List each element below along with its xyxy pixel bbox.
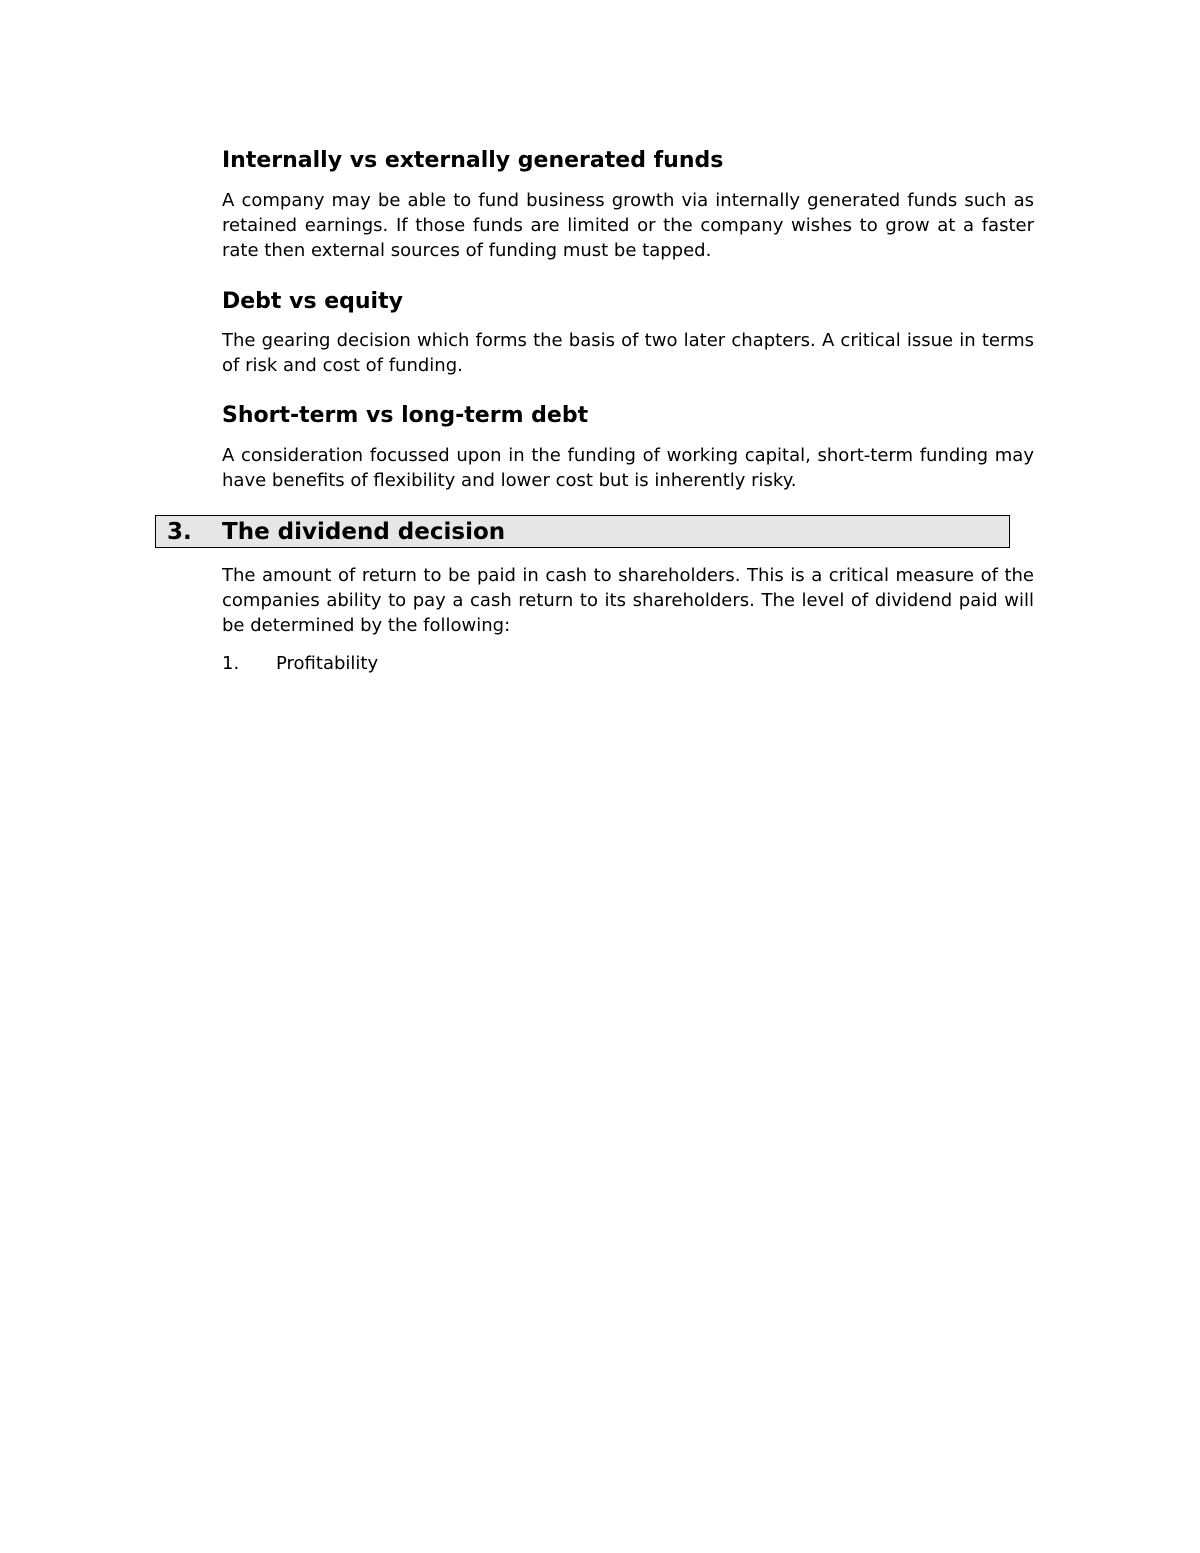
section-heading-box	[155, 515, 1010, 548]
subheading-short-long-term-debt: Short-term vs long-term debt	[222, 403, 589, 428]
paragraph-dividend-decision: The amount of return to be paid in cash to shareholders. This is a critical measure of the companies ability to pay a cash return to its shareholders. The level of dividend paid will be determined by the following:	[222, 565, 1034, 636]
list-item	[222, 651, 378, 676]
list-item-number: 1.	[222, 653, 240, 674]
paragraph-internal-external-funds: A company may be able to fund business growth via internally generated funds such as retained earnings. If those funds are limited or the company wishes to grow at a faster rate then external sources of funding must be tapped.	[222, 190, 1034, 261]
paragraph-debt-vs-equity: The gearing decision which forms the basis of two later chapters. A critical issue in terms of risk and cost of funding.	[222, 330, 1034, 376]
subheading-debt-vs-equity: Debt vs equity	[222, 289, 403, 314]
subheading-internal-external-funds: Internally vs externally generated funds	[222, 148, 724, 173]
section-title: The dividend decision	[222, 519, 506, 545]
list-item-text: Profitability	[276, 653, 379, 674]
paragraph-short-long-term-debt: A consideration focussed upon in the funding of working capital, short-term funding may have benefits of flexibility and lower cost but is inherently risky.	[222, 445, 1034, 491]
section-number: 3.	[167, 519, 192, 545]
